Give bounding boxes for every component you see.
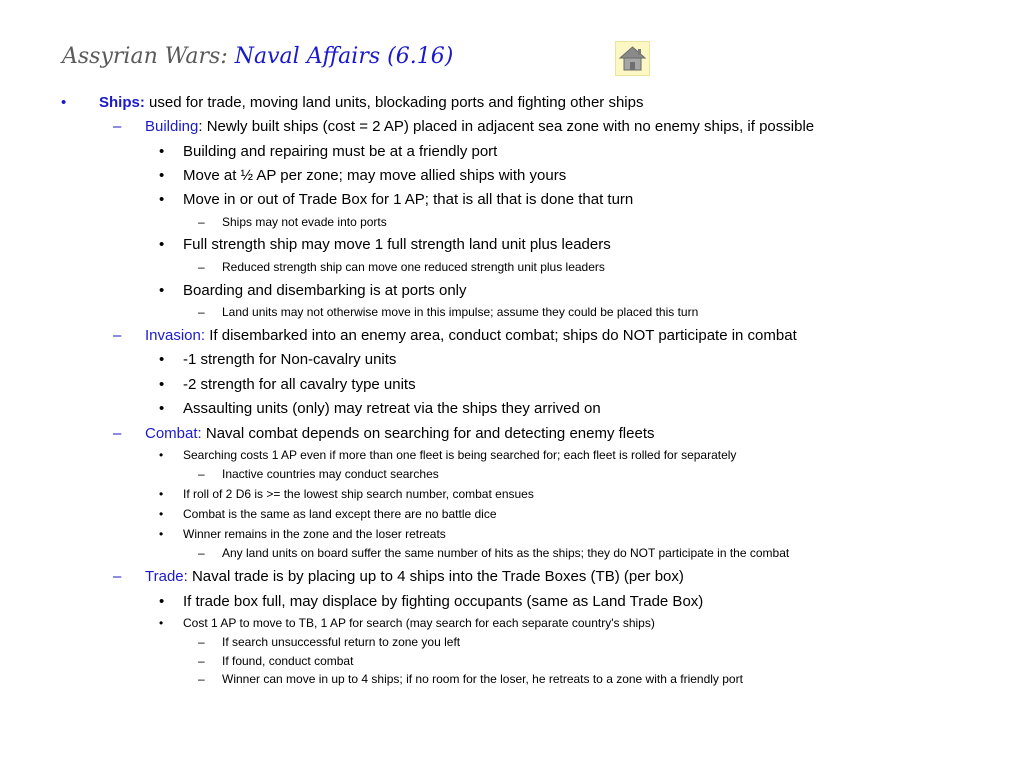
list-item: If roll of 2 D6 is >= the lowest ship search number, combat ensues bbox=[183, 487, 534, 501]
bullet-l3: • bbox=[159, 282, 165, 299]
list-item: Land units may not otherwise move in this impulse; assume they could be placed this turn bbox=[222, 305, 699, 319]
list-item: Inactive countries may conduct searches bbox=[222, 467, 439, 481]
list-item bbox=[145, 119, 814, 134]
home-icon bbox=[616, 42, 649, 75]
bullet-l3: • bbox=[159, 487, 164, 501]
bullet-l4: – bbox=[198, 215, 205, 229]
list-item: Ships may not evade into ports bbox=[222, 215, 387, 229]
item-label: Invasion: bbox=[145, 327, 206, 344]
bullet-l1: • bbox=[61, 94, 67, 111]
bullet-l3: • bbox=[159, 167, 165, 184]
list-item: Any land units on board suffer the same number of hits as the ships; they do NOT participate in the combat bbox=[222, 546, 790, 560]
list-item: If search unsuccessful return to zone you left bbox=[222, 635, 461, 649]
bullet-l4: – bbox=[198, 305, 205, 319]
list-item bbox=[145, 328, 797, 343]
list-item: Cost 1 AP to move to TB, 1 AP for search (may search for each separate country's ships) bbox=[183, 616, 655, 630]
list-item: Assaulting units (only) may retreat via the ships they arrived on bbox=[183, 400, 601, 417]
bullet-l3: • bbox=[159, 376, 165, 393]
list-item: -2 strength for all cavalry type units bbox=[183, 376, 416, 393]
list-item: If trade box full, may displace by fighting occupants (same as Land Trade Box) bbox=[183, 593, 704, 610]
item-text: : Newly built ships (cost = 2 AP) placed in adjacent sea zone with no enemy ships, if possible bbox=[198, 118, 815, 135]
title-main: Naval Affairs (6.16) bbox=[234, 44, 454, 69]
item-label: Trade: bbox=[145, 568, 188, 585]
item-text: used for trade, moving land units, blockading ports and fighting other ships bbox=[149, 94, 644, 111]
list-item: Full strength ship may move 1 full strength land unit plus leaders bbox=[183, 236, 611, 253]
bullet-l3: • bbox=[159, 143, 165, 160]
list-item: Boarding and disembarking is at ports only bbox=[183, 282, 467, 299]
list-item: Reduced strength ship can move one reduced strength unit plus leaders bbox=[222, 260, 605, 274]
item-text: Naval trade is by placing up to 4 ships into the Trade Boxes (TB) (per box) bbox=[191, 568, 684, 585]
list-item: Building and repairing must be at a friendly port bbox=[183, 143, 498, 160]
bullet-l4: – bbox=[198, 635, 205, 649]
bullet-l3: • bbox=[159, 527, 164, 541]
list-item: If found, conduct combat bbox=[222, 654, 354, 668]
list-item: Move at ½ AP per zone; may move allied ships with yours bbox=[183, 167, 567, 184]
bullet-l3: • bbox=[159, 507, 164, 521]
list-item: -1 strength for Non-cavalry units bbox=[183, 351, 397, 368]
bullet-l3: • bbox=[159, 236, 165, 253]
list-item bbox=[145, 569, 684, 584]
bullet-l4: – bbox=[198, 467, 205, 481]
bullet-l2: – bbox=[113, 118, 122, 135]
list-item: Winner can move in up to 4 ships; if no room for the loser, he retreats to a zone with a friendly port bbox=[222, 672, 743, 686]
list-item: Searching costs 1 AP even if more than one fleet is being searched for; each fleet is rolled for separately bbox=[183, 448, 737, 462]
bullet-l3: • bbox=[159, 593, 165, 610]
bullet-l2: – bbox=[113, 327, 122, 344]
bullet-l3: • bbox=[159, 400, 165, 417]
list-item bbox=[145, 426, 654, 441]
bullet-l3: • bbox=[159, 191, 165, 208]
item-text: If disembarked into an enemy area, conduct combat; ships do NOT participate in combat bbox=[209, 327, 797, 344]
item-label: Building bbox=[145, 118, 199, 135]
bullet-l3: • bbox=[159, 448, 164, 462]
title-prefix: Assyrian Wars: bbox=[62, 44, 228, 69]
list-item bbox=[99, 95, 643, 110]
bullet-l4: – bbox=[198, 260, 205, 274]
item-label: Ships: bbox=[99, 94, 145, 111]
item-label: Combat: bbox=[145, 425, 202, 442]
list-item: Move in or out of Trade Box for 1 AP; that is all that is done that turn bbox=[183, 191, 634, 208]
bullet-l3: • bbox=[159, 351, 165, 368]
bullet-l3: • bbox=[159, 616, 164, 630]
bullet-l2: – bbox=[113, 425, 122, 442]
home-button[interactable] bbox=[615, 41, 650, 76]
bullet-l4: – bbox=[198, 672, 205, 686]
item-text: Naval combat depends on searching for and detecting enemy fleets bbox=[205, 425, 655, 442]
list-item: Winner remains in the zone and the loser retreats bbox=[183, 527, 446, 541]
bullet-l4: – bbox=[198, 654, 205, 668]
bullet-l2: – bbox=[113, 568, 122, 585]
list-item: Combat is the same as land except there are no battle dice bbox=[183, 507, 497, 521]
bullet-l4: – bbox=[198, 546, 205, 560]
slide-title bbox=[62, 44, 453, 69]
